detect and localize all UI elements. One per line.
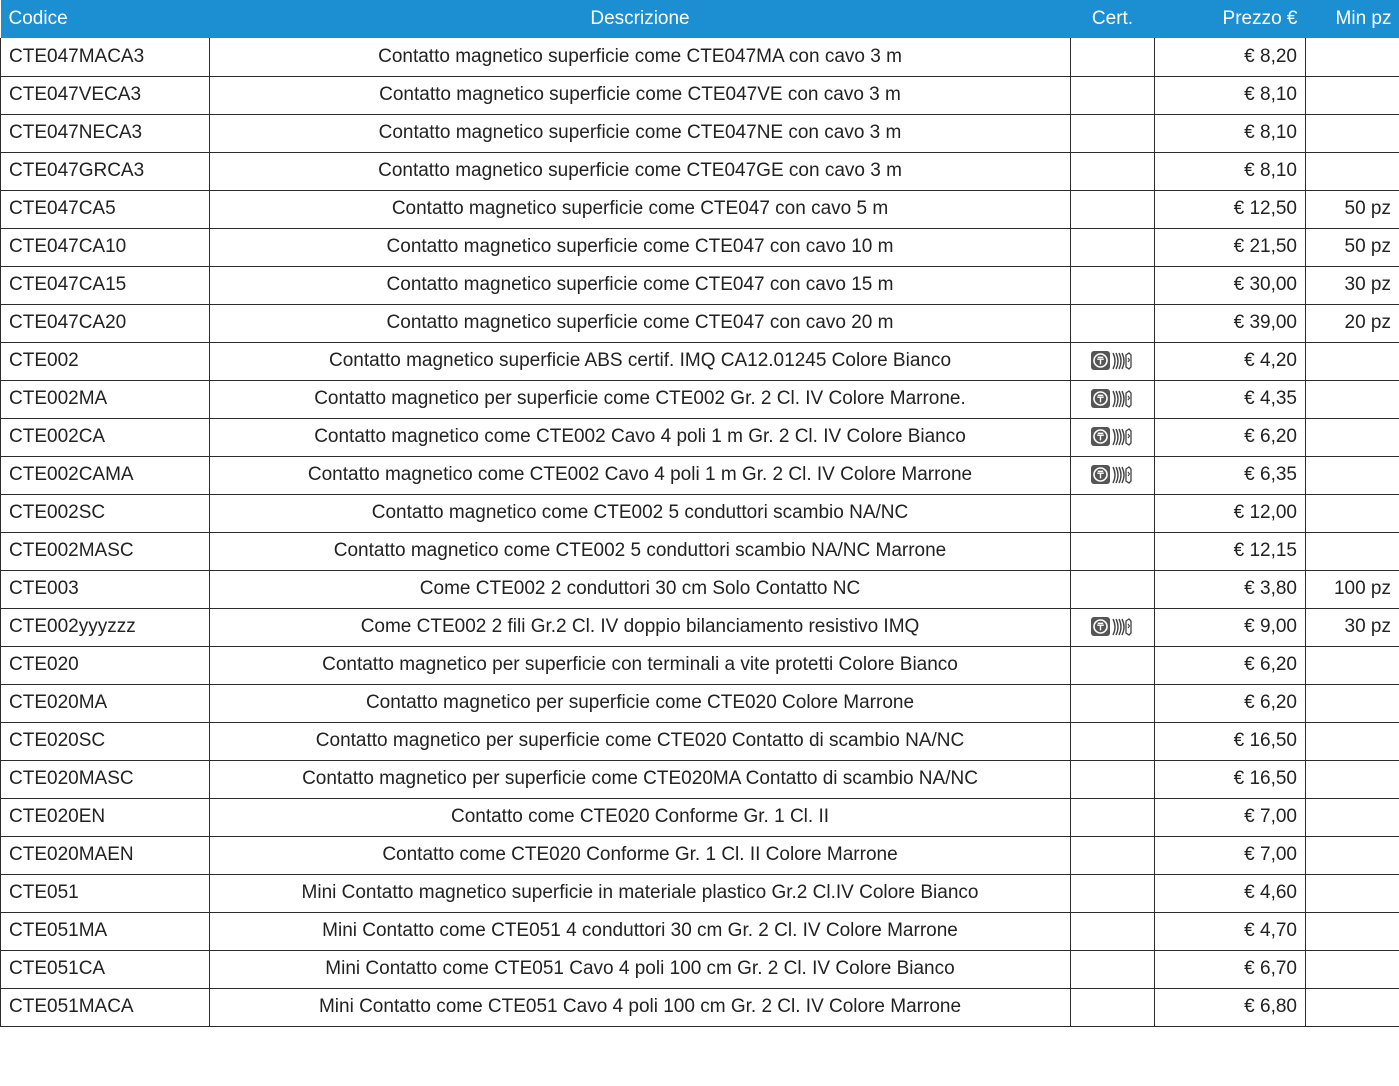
cell-price: € 6,80 bbox=[1155, 988, 1306, 1026]
cell-description: Contatto magnetico per superficie come CTE002 Gr. 2 Cl. IV Colore Marrone. bbox=[210, 380, 1071, 418]
cell-price: € 7,00 bbox=[1155, 798, 1306, 836]
cell-code: CTE047CA5 bbox=[1, 190, 210, 228]
cell-code: CTE002yyyzzz bbox=[1, 608, 210, 646]
cell-code: CTE002MASC bbox=[1, 532, 210, 570]
cell-description: Contatto come CTE020 Conforme Gr. 1 Cl. II bbox=[210, 798, 1071, 836]
cell-min-pieces: 100 pz bbox=[1306, 570, 1399, 608]
cell-code: CTE020SC bbox=[1, 722, 210, 760]
cell-description: Contatto magnetico superficie come CTE047 con cavo 20 m bbox=[210, 304, 1071, 342]
cell-description: Mini Contatto come CTE051 Cavo 4 poli 100 cm Gr. 2 Cl. IV Colore Marrone bbox=[210, 988, 1071, 1026]
cell-cert bbox=[1071, 380, 1155, 418]
table-row bbox=[1, 38, 1399, 76]
header-row bbox=[1, 0, 1399, 38]
cell-min-pieces bbox=[1306, 836, 1399, 874]
table-row bbox=[1, 798, 1399, 836]
table-row bbox=[1, 342, 1399, 380]
column-header-price: Prezzo € bbox=[1155, 0, 1306, 38]
table-row bbox=[1, 380, 1399, 418]
cell-price: € 6,35 bbox=[1155, 456, 1306, 494]
cell-min-pieces bbox=[1306, 798, 1399, 836]
cell-code: CTE020MASC bbox=[1, 760, 210, 798]
cell-cert bbox=[1071, 494, 1155, 532]
cell-cert bbox=[1071, 342, 1155, 380]
cell-cert bbox=[1071, 114, 1155, 152]
cell-description: Mini Contatto come CTE051 4 conduttori 30 cm Gr. 2 Cl. IV Colore Marrone bbox=[210, 912, 1071, 950]
cell-price: € 8,10 bbox=[1155, 76, 1306, 114]
cell-price: € 39,00 bbox=[1155, 304, 1306, 342]
cell-code: CTE002CA bbox=[1, 418, 210, 456]
cell-min-pieces bbox=[1306, 646, 1399, 684]
table-row bbox=[1, 532, 1399, 570]
cell-cert bbox=[1071, 190, 1155, 228]
cell-price: € 30,00 bbox=[1155, 266, 1306, 304]
cell-price: € 6,20 bbox=[1155, 684, 1306, 722]
cell-code: CTE020EN bbox=[1, 798, 210, 836]
cell-price: € 12,50 bbox=[1155, 190, 1306, 228]
cell-cert bbox=[1071, 798, 1155, 836]
cell-price: € 4,70 bbox=[1155, 912, 1306, 950]
cell-code: CTE051CA bbox=[1, 950, 210, 988]
cell-min-pieces bbox=[1306, 988, 1399, 1026]
cell-cert bbox=[1071, 304, 1155, 342]
cell-price: € 12,15 bbox=[1155, 532, 1306, 570]
cell-min-pieces bbox=[1306, 456, 1399, 494]
cell-cert bbox=[1071, 646, 1155, 684]
imq-certification-mark-icon bbox=[1091, 465, 1135, 485]
cell-min-pieces bbox=[1306, 76, 1399, 114]
cell-price: € 8,10 bbox=[1155, 152, 1306, 190]
cell-cert bbox=[1071, 38, 1155, 76]
imq-certification-mark-icon bbox=[1091, 427, 1135, 447]
cell-code: CTE002CAMA bbox=[1, 456, 210, 494]
cell-code: CTE003 bbox=[1, 570, 210, 608]
cell-description: Contatto magnetico superficie come CTE047 con cavo 5 m bbox=[210, 190, 1071, 228]
cell-cert bbox=[1071, 152, 1155, 190]
table-row bbox=[1, 836, 1399, 874]
cell-description: Mini Contatto magnetico superficie in materiale plastico Gr.2 Cl.IV Colore Bianco bbox=[210, 874, 1071, 912]
cell-price: € 7,00 bbox=[1155, 836, 1306, 874]
cell-code: CTE047CA15 bbox=[1, 266, 210, 304]
cell-description: Contatto magnetico superficie come CTE047NE con cavo 3 m bbox=[210, 114, 1071, 152]
cell-description: Mini Contatto come CTE051 Cavo 4 poli 100 cm Gr. 2 Cl. IV Colore Bianco bbox=[210, 950, 1071, 988]
cell-description: Contatto magnetico superficie ABS certif. IMQ CA12.01245 Colore Bianco bbox=[210, 342, 1071, 380]
table-row bbox=[1, 988, 1399, 1026]
cell-description: Contatto magnetico per superficie come CTE020MA Contatto di scambio NA/NC bbox=[210, 760, 1071, 798]
table-row bbox=[1, 228, 1399, 266]
cell-price: € 12,00 bbox=[1155, 494, 1306, 532]
cell-cert bbox=[1071, 836, 1155, 874]
cell-cert bbox=[1071, 912, 1155, 950]
column-header-description: Descrizione bbox=[210, 0, 1071, 38]
cell-min-pieces bbox=[1306, 532, 1399, 570]
table-row bbox=[1, 494, 1399, 532]
cell-cert bbox=[1071, 266, 1155, 304]
cell-code: CTE002 bbox=[1, 342, 210, 380]
table-row bbox=[1, 950, 1399, 988]
cell-min-pieces: 30 pz bbox=[1306, 608, 1399, 646]
cell-min-pieces: 30 pz bbox=[1306, 266, 1399, 304]
cell-cert bbox=[1071, 456, 1155, 494]
cell-code: CTE047GRCA3 bbox=[1, 152, 210, 190]
cell-price: € 16,50 bbox=[1155, 722, 1306, 760]
cell-cert bbox=[1071, 760, 1155, 798]
cell-min-pieces bbox=[1306, 152, 1399, 190]
cell-min-pieces bbox=[1306, 722, 1399, 760]
cell-code: CTE020 bbox=[1, 646, 210, 684]
cell-code: CTE051 bbox=[1, 874, 210, 912]
cell-description: Contatto come CTE020 Conforme Gr. 1 Cl. II Colore Marrone bbox=[210, 836, 1071, 874]
table-row bbox=[1, 266, 1399, 304]
table-row bbox=[1, 760, 1399, 798]
cell-cert bbox=[1071, 950, 1155, 988]
column-header-min-pieces: Min pz bbox=[1306, 0, 1399, 38]
table-row bbox=[1, 456, 1399, 494]
cell-cert bbox=[1071, 418, 1155, 456]
cell-code: CTE047NECA3 bbox=[1, 114, 210, 152]
table-row bbox=[1, 684, 1399, 722]
table-row bbox=[1, 76, 1399, 114]
table-row bbox=[1, 874, 1399, 912]
cell-min-pieces: 20 pz bbox=[1306, 304, 1399, 342]
cell-price: € 8,20 bbox=[1155, 38, 1306, 76]
cell-cert bbox=[1071, 988, 1155, 1026]
cell-description: Contatto magnetico superficie come CTE047GE con cavo 3 m bbox=[210, 152, 1071, 190]
cell-min-pieces bbox=[1306, 38, 1399, 76]
cell-price: € 9,00 bbox=[1155, 608, 1306, 646]
cell-cert bbox=[1071, 874, 1155, 912]
table-row bbox=[1, 418, 1399, 456]
cell-cert bbox=[1071, 76, 1155, 114]
cell-description: Contatto magnetico superficie come CTE047MA con cavo 3 m bbox=[210, 38, 1071, 76]
cell-price: € 8,10 bbox=[1155, 114, 1306, 152]
table-row bbox=[1, 190, 1399, 228]
cell-min-pieces bbox=[1306, 114, 1399, 152]
cell-price: € 4,60 bbox=[1155, 874, 1306, 912]
cell-min-pieces bbox=[1306, 950, 1399, 988]
cell-cert bbox=[1071, 722, 1155, 760]
cell-price: € 4,20 bbox=[1155, 342, 1306, 380]
table-row bbox=[1, 152, 1399, 190]
column-header-code: Codice bbox=[1, 0, 210, 38]
table-row bbox=[1, 646, 1399, 684]
cell-code: CTE047CA20 bbox=[1, 304, 210, 342]
cell-description: Contatto magnetico come CTE002 Cavo 4 poli 1 m Gr. 2 Cl. IV Colore Bianco bbox=[210, 418, 1071, 456]
cell-min-pieces bbox=[1306, 874, 1399, 912]
cell-code: CTE002SC bbox=[1, 494, 210, 532]
imq-certification-mark-icon bbox=[1091, 617, 1135, 637]
cell-description: Contatto magnetico come CTE002 Cavo 4 poli 1 m Gr. 2 Cl. IV Colore Marrone bbox=[210, 456, 1071, 494]
cell-code: CTE020MA bbox=[1, 684, 210, 722]
cell-price: € 3,80 bbox=[1155, 570, 1306, 608]
table-header bbox=[1, 0, 1399, 38]
table-row bbox=[1, 570, 1399, 608]
cell-min-pieces bbox=[1306, 684, 1399, 722]
cell-cert bbox=[1071, 532, 1155, 570]
cell-price: € 4,35 bbox=[1155, 380, 1306, 418]
cell-description: Come CTE002 2 fili Gr.2 Cl. IV doppio bilanciamento resistivo IMQ bbox=[210, 608, 1071, 646]
cell-min-pieces bbox=[1306, 494, 1399, 532]
cell-code: CTE051MACA bbox=[1, 988, 210, 1026]
cell-description: Contatto magnetico superficie come CTE047 con cavo 10 m bbox=[210, 228, 1071, 266]
cell-min-pieces bbox=[1306, 912, 1399, 950]
table-row bbox=[1, 912, 1399, 950]
cell-description: Contatto magnetico per superficie con terminali a vite protetti Colore Bianco bbox=[210, 646, 1071, 684]
cell-description: Contatto magnetico superficie come CTE047VE con cavo 3 m bbox=[210, 76, 1071, 114]
cell-code: CTE020MAEN bbox=[1, 836, 210, 874]
table-row bbox=[1, 722, 1399, 760]
cell-min-pieces bbox=[1306, 418, 1399, 456]
table-row bbox=[1, 114, 1399, 152]
cell-code: CTE051MA bbox=[1, 912, 210, 950]
cell-description: Contatto magnetico come CTE002 5 conduttori scambio NA/NC Marrone bbox=[210, 532, 1071, 570]
cell-price: € 6,20 bbox=[1155, 646, 1306, 684]
table-body bbox=[1, 38, 1399, 1026]
cell-code: CTE047VECA3 bbox=[1, 76, 210, 114]
cell-description: Contatto magnetico come CTE002 5 conduttori scambio NA/NC bbox=[210, 494, 1071, 532]
cell-code: CTE047MACA3 bbox=[1, 38, 210, 76]
cell-description: Come CTE002 2 conduttori 30 cm Solo Contatto NC bbox=[210, 570, 1071, 608]
table-row bbox=[1, 304, 1399, 342]
cell-min-pieces bbox=[1306, 380, 1399, 418]
table-row bbox=[1, 608, 1399, 646]
cell-min-pieces: 50 pz bbox=[1306, 190, 1399, 228]
cell-description: Contatto magnetico per superficie come CTE020 Colore Marrone bbox=[210, 684, 1071, 722]
cell-min-pieces bbox=[1306, 342, 1399, 380]
cell-description: Contatto magnetico superficie come CTE047 con cavo 15 m bbox=[210, 266, 1071, 304]
cell-cert bbox=[1071, 228, 1155, 266]
cell-description: Contatto magnetico per superficie come CTE020 Contatto di scambio NA/NC bbox=[210, 722, 1071, 760]
cell-code: CTE002MA bbox=[1, 380, 210, 418]
column-header-cert: Cert. bbox=[1071, 0, 1155, 38]
cell-price: € 6,70 bbox=[1155, 950, 1306, 988]
cell-price: € 6,20 bbox=[1155, 418, 1306, 456]
cell-price: € 21,50 bbox=[1155, 228, 1306, 266]
imq-certification-mark-icon bbox=[1091, 351, 1135, 371]
imq-certification-mark-icon bbox=[1091, 389, 1135, 409]
cell-code: CTE047CA10 bbox=[1, 228, 210, 266]
cell-min-pieces: 50 pz bbox=[1306, 228, 1399, 266]
cell-cert bbox=[1071, 608, 1155, 646]
cell-price: € 16,50 bbox=[1155, 760, 1306, 798]
cell-cert bbox=[1071, 684, 1155, 722]
cell-cert bbox=[1071, 570, 1155, 608]
cell-min-pieces bbox=[1306, 760, 1399, 798]
